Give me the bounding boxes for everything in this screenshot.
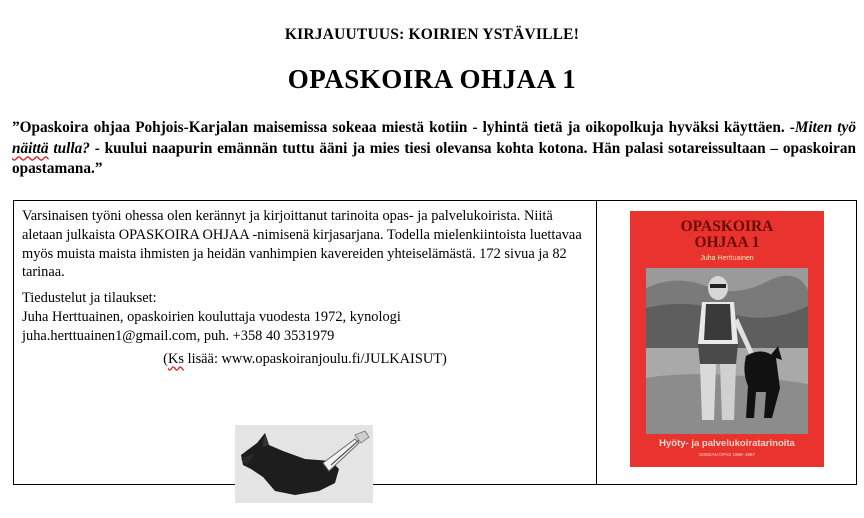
see-also-spellcheck: Ks bbox=[167, 350, 184, 367]
dog-harness-illustration bbox=[235, 425, 373, 503]
see-also-open: ( bbox=[163, 350, 168, 367]
lead-paragraph bbox=[12, 118, 856, 180]
contact-name: Juha Herttuainen, opaskoirien kouluttaja vuodesta 1972, kynologi bbox=[22, 308, 401, 325]
see-also-rest: lisää: www.opaskoiranjoulu.fi/JULKAISUT) bbox=[183, 350, 447, 367]
cover-title bbox=[630, 219, 824, 251]
cover-author: Juha Herttuainen bbox=[700, 255, 754, 262]
contact-email-phone[interactable]: juha.herttuainen1@gmail.com, puh. +358 40 3531979 bbox=[22, 327, 335, 344]
info-table bbox=[13, 200, 857, 485]
page-title: OPASKOIRA OHJAA 1 bbox=[287, 64, 577, 94]
lead-italic-b: tulla? bbox=[48, 139, 90, 157]
cover-subtitle: Hyöty- ja palvelukoiratarinoita bbox=[659, 438, 795, 449]
book-cover-image bbox=[630, 211, 824, 467]
lead-part-1: ”Opaskoira ohjaa Pohjois-Karjalan maisemissa sokeaa miestä kotiin - lyhintä tietä ja oikopolkuja hyväksi käyttäen. - bbox=[12, 119, 795, 136]
contact-heading: Tiedustelut ja tilaukset: bbox=[22, 290, 157, 307]
lead-italic-spellcheck: näittä bbox=[12, 139, 49, 157]
lead-part-2: - kuului naapurin emännän tuttu ääni ja mies tiesi olevansa kohta kotona. Hän palasi sotareissultaan – opaskoiran opastamana.” bbox=[12, 139, 856, 177]
cover-subtitle-small: SOKEAN OPAS 1950–1967 bbox=[699, 452, 755, 457]
lead-italic-a: Miten työ bbox=[794, 119, 856, 136]
cover-title-line-2: OHJAA 1 bbox=[694, 234, 760, 251]
cover-photo-man-with-dog bbox=[646, 268, 808, 434]
cover-title-line-1: OPASKOIRA bbox=[680, 218, 774, 235]
contact-block bbox=[22, 289, 588, 345]
kicker-heading: KIRJAUUTUUS: KOIRIEN YSTÄVILLE! bbox=[284, 26, 580, 43]
description-cell bbox=[22, 207, 588, 375]
see-also-link[interactable] bbox=[22, 350, 588, 369]
description-text: Varsinaisen työni ohessa olen kerännyt ja kirjoittanut tarinoita opas- ja palvelukoirista. Niitä aletaan julkaista OPASKOIRA OHJAA -nimisenä kirjasarjana. Todella mielenkiintoista luettavaa myös muista maista ihmisten ja heidän vanhimpien kavereiden yhteiselämästä. 172 sivua ja 82 tarinaa. bbox=[22, 208, 582, 281]
column-divider bbox=[596, 201, 597, 484]
